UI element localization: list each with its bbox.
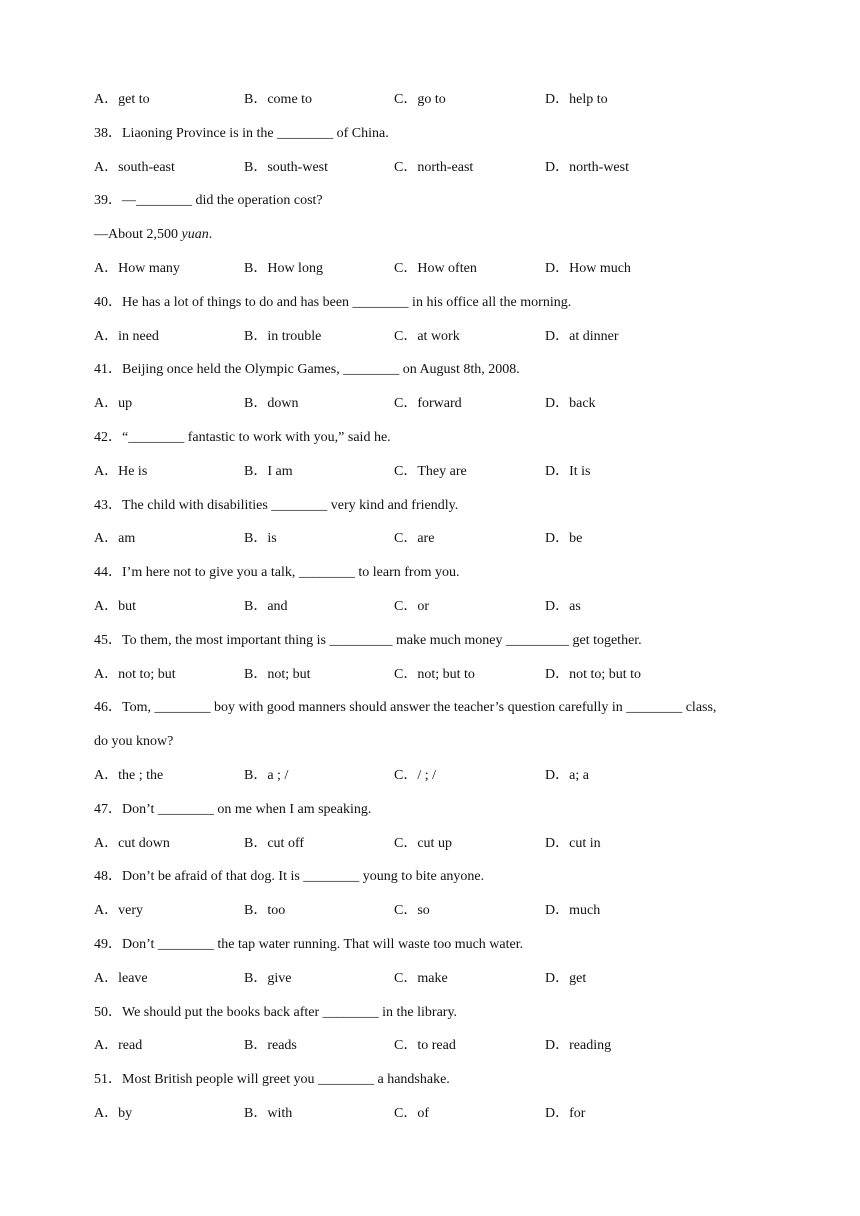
- option-c: C．forward: [394, 396, 462, 412]
- question-list: [94, 90, 784, 1138]
- option-a: A．How many: [94, 260, 180, 276]
- option-b: B．with: [244, 1105, 293, 1121]
- question-46: 46．Tom, ________ boy with good manners should answer the teacher’s question carefully in ________ class,: [94, 700, 717, 716]
- option-b: B．reads: [244, 1038, 297, 1054]
- option-row: [94, 1036, 784, 1070]
- option-d: D．as: [545, 598, 581, 614]
- option-b: B．too: [244, 903, 286, 919]
- option-b: B．south-west: [244, 159, 328, 175]
- option-d: D．It is: [545, 463, 591, 479]
- question-45: 45．To them, the most important thing is _________ make much money _________ get together.: [94, 632, 642, 648]
- option-row: [94, 766, 784, 800]
- option-b: B．and: [244, 598, 288, 614]
- option-b: B．cut off: [244, 835, 305, 851]
- option-row: [94, 462, 784, 496]
- option-b: B．is: [244, 531, 277, 547]
- option-row: [94, 327, 784, 361]
- option-d: D．not to; but to: [545, 666, 642, 682]
- option-a: A．in need: [94, 328, 159, 344]
- reply-text-after: .: [208, 227, 213, 243]
- question-47: 47．Don’t ________ on me when I am speaking.: [94, 801, 372, 817]
- option-b: B．give: [244, 970, 292, 986]
- question-51: 51．Most British people will greet you ________ a handshake.: [94, 1072, 450, 1088]
- question-42: 42．“________ fantastic to work with you,” said he.: [94, 429, 391, 445]
- option-a: A．read: [94, 1038, 143, 1054]
- option-row: [94, 597, 784, 631]
- question-50: 50．We should put the books back after ________ in the library.: [94, 1004, 458, 1020]
- option-d: D．at dinner: [545, 328, 619, 344]
- option-d: D．reading: [545, 1038, 612, 1054]
- option-a: A．cut down: [94, 835, 170, 851]
- option-d: D．be: [545, 531, 583, 547]
- reply-text-italic: yuan: [181, 227, 209, 243]
- option-c: C．north-east: [394, 159, 474, 175]
- option-row: [94, 158, 784, 192]
- option-d: D．much: [545, 903, 601, 919]
- option-row: [94, 259, 784, 293]
- option-d: D．help to: [545, 92, 608, 107]
- option-d: D．for: [545, 1105, 586, 1121]
- question-48: 48．Don’t be afraid of that dog. It is ________ young to bite anyone.: [94, 869, 485, 885]
- option-a: A．south-east: [94, 159, 175, 175]
- option-row: [94, 969, 784, 1003]
- option-d: D．cut in: [545, 835, 601, 851]
- option-d: D．north-west: [545, 159, 629, 175]
- option-b: B．a ; /: [244, 767, 289, 783]
- option-row: [94, 1104, 784, 1138]
- option-b: B．I am: [244, 463, 293, 479]
- option-row: [94, 665, 784, 699]
- option-c: C．of: [394, 1105, 429, 1121]
- option-d: D．get: [545, 970, 587, 986]
- option-c: C．How often: [394, 260, 477, 276]
- option-a: A．get to: [94, 92, 150, 107]
- question-40: 40．He has a lot of things to do and has been ________ in his office all the morning.: [94, 294, 572, 310]
- option-b: B．in trouble: [244, 328, 322, 344]
- option-c: C．are: [394, 531, 435, 547]
- question-41: 41．Beijing once held the Olympic Games, ________ on August 8th, 2008.: [94, 362, 520, 378]
- option-a: A．leave: [94, 970, 148, 986]
- option-c: C．make: [394, 970, 448, 986]
- option-c: C．cut up: [394, 835, 452, 851]
- option-row: [94, 901, 784, 935]
- reply-text-before: —About 2,500: [94, 227, 182, 243]
- option-c: C．or: [394, 598, 429, 614]
- option-a: A．He is: [94, 463, 148, 479]
- option-a: A．not to; but: [94, 666, 176, 682]
- option-b: B．How long: [244, 260, 323, 276]
- question-46-continued: do you know?: [94, 734, 174, 750]
- question-38: 38．Liaoning Province is in the ________ of China.: [94, 125, 389, 141]
- question-39: 39．—________ did the operation cost?: [94, 193, 323, 209]
- question-44: 44．I’m here not to give you a talk, ________ to learn from you.: [94, 565, 460, 581]
- option-a: A．up: [94, 396, 133, 412]
- option-c: C．not; but to: [394, 666, 475, 682]
- option-c: C．They are: [394, 463, 467, 479]
- option-d: D．back: [545, 396, 596, 412]
- option-row: [94, 90, 784, 124]
- option-a: A．very: [94, 903, 143, 919]
- option-row: [94, 529, 784, 563]
- option-b: B．down: [244, 396, 299, 412]
- option-a: A．by: [94, 1105, 133, 1121]
- option-b: B．not; but: [244, 666, 311, 682]
- option-a: A．the ; the: [94, 767, 164, 783]
- option-b: B．come to: [244, 92, 313, 107]
- option-row: [94, 834, 784, 868]
- option-a: A．but: [94, 598, 136, 614]
- option-c: C．so: [394, 903, 430, 919]
- question-49: 49．Don’t ________ the tap water running. That will waste too much water.: [94, 936, 524, 952]
- option-c: C．go to: [394, 92, 446, 107]
- question-43: 43．The child with disabilities ________ very kind and friendly.: [94, 497, 459, 513]
- option-row: [94, 394, 784, 428]
- option-d: D．How much: [545, 260, 631, 276]
- option-c: C．/ ; /: [394, 767, 437, 783]
- option-c: C．to read: [394, 1038, 456, 1054]
- option-d: D．a; a: [545, 767, 589, 783]
- option-c: C．at work: [394, 328, 460, 344]
- question-39-reply: [94, 225, 784, 259]
- option-a: A．am: [94, 531, 136, 547]
